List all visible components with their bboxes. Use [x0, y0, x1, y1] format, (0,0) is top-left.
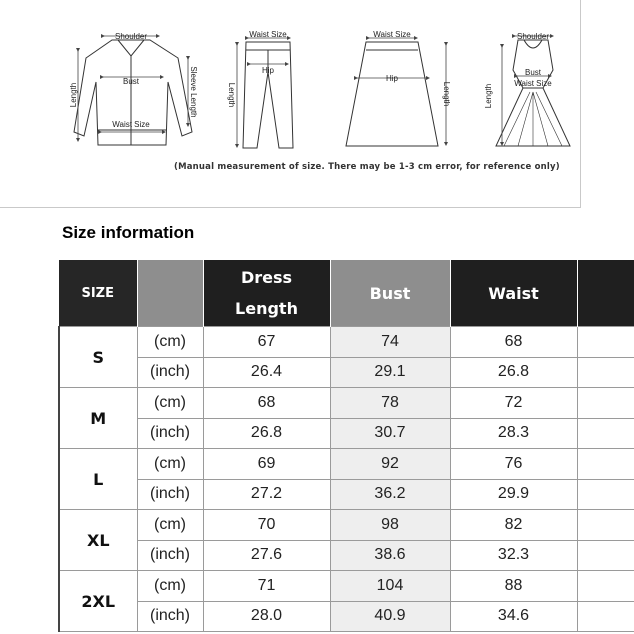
table-row	[59, 327, 634, 358]
size-label: L	[59, 449, 137, 510]
waist-cell: 82	[450, 510, 577, 541]
pants-waist-label: Waist Size	[249, 30, 287, 39]
dress-bust-label: Bust	[524, 68, 542, 77]
bust-cell: 74	[330, 327, 450, 358]
header-length-line1: Dress	[240, 268, 293, 287]
unit-cell: (inch)	[137, 479, 203, 510]
bust-cell: 78	[330, 388, 450, 419]
length-cell: 26.8	[203, 418, 330, 449]
unit-cell: (inch)	[137, 540, 203, 571]
length-cell: 68	[203, 388, 330, 419]
length-cell: 27.6	[203, 540, 330, 571]
shirt-sleeve-label: Sleeve Length	[189, 66, 198, 118]
length-cell: 67	[203, 327, 330, 358]
extra-cell	[577, 571, 634, 602]
size-label: S	[59, 327, 137, 388]
shirt-shoulder-label: Shoulder	[114, 32, 148, 41]
unit-cell: (cm)	[137, 449, 203, 480]
waist-cell: 28.3	[450, 418, 577, 449]
waist-cell: 26.8	[450, 357, 577, 388]
shirt-waist-label: Waist Size	[112, 120, 150, 129]
bust-cell: 29.1	[330, 357, 450, 388]
header-waist: Waist	[450, 260, 577, 327]
table-row	[59, 357, 634, 388]
waist-cell: 34.6	[450, 601, 577, 632]
waist-cell: 29.9	[450, 479, 577, 510]
header-bust: Bust	[330, 260, 450, 327]
length-cell: 27.2	[203, 479, 330, 510]
measurement-guide	[0, 0, 634, 210]
unit-cell: (cm)	[137, 510, 203, 541]
length-cell: 70	[203, 510, 330, 541]
bust-cell: 98	[330, 510, 450, 541]
skirt-length-label: Length	[442, 81, 451, 107]
extra-cell	[577, 357, 634, 388]
extra-cell	[577, 449, 634, 480]
waist-cell: 88	[450, 571, 577, 602]
header-length-line2: Length	[235, 299, 298, 318]
unit-cell: (inch)	[137, 357, 203, 388]
table-row	[59, 601, 634, 632]
length-cell: 28.0	[203, 601, 330, 632]
shirt-bust-label: Bust	[122, 77, 140, 86]
table-row	[59, 510, 634, 541]
header-extra	[577, 260, 634, 327]
table-row	[59, 418, 634, 449]
dress-diagram	[496, 36, 570, 146]
length-cell: 71	[203, 571, 330, 602]
waist-cell: 32.3	[450, 540, 577, 571]
bust-cell: 40.9	[330, 601, 450, 632]
extra-cell	[577, 388, 634, 419]
extra-cell	[577, 418, 634, 449]
length-cell: 69	[203, 449, 330, 480]
extra-cell	[577, 327, 634, 358]
pants-length-label: Length	[227, 82, 236, 108]
table-row	[59, 540, 634, 571]
pants-diagram	[237, 38, 293, 148]
skirt-diagram	[346, 38, 446, 146]
unit-cell: (inch)	[137, 601, 203, 632]
waist-cell: 76	[450, 449, 577, 480]
garment-diagrams	[0, 0, 634, 210]
header-size: SIZE	[59, 260, 137, 327]
dress-shoulder-label: Shoulder	[516, 32, 550, 41]
table-row	[59, 388, 634, 419]
unit-cell: (cm)	[137, 571, 203, 602]
length-cell: 26.4	[203, 357, 330, 388]
bust-cell: 104	[330, 571, 450, 602]
size-label: M	[59, 388, 137, 449]
bust-cell: 38.6	[330, 540, 450, 571]
measurement-note: (Manual measurement of size. There may be 1-3 cm error, for reference only)	[174, 162, 560, 172]
table-header-row	[59, 260, 634, 327]
shirt-length-label: Length	[69, 82, 78, 108]
skirt-waist-label: Waist Size	[373, 30, 411, 39]
section-heading: Size information	[62, 223, 195, 242]
extra-cell	[577, 601, 634, 632]
size-label: XL	[59, 510, 137, 571]
extra-cell	[577, 479, 634, 510]
waist-cell: 68	[450, 327, 577, 358]
size-table	[58, 260, 634, 632]
header-dress-length	[203, 260, 330, 327]
table-row	[59, 449, 634, 480]
bust-cell: 30.7	[330, 418, 450, 449]
dress-waist-label: Waist Size	[514, 79, 552, 88]
size-label: 2XL	[59, 571, 137, 632]
dress-length-label: Length	[484, 83, 493, 109]
skirt-hip-label: Hip	[385, 74, 399, 83]
table-row	[59, 571, 634, 602]
bust-cell: 36.2	[330, 479, 450, 510]
extra-cell	[577, 510, 634, 541]
table-row	[59, 479, 634, 510]
bust-cell: 92	[330, 449, 450, 480]
unit-cell: (cm)	[137, 327, 203, 358]
header-unit	[137, 260, 203, 327]
pants-hip-label: Hip	[261, 66, 275, 75]
unit-cell: (inch)	[137, 418, 203, 449]
extra-cell	[577, 540, 634, 571]
unit-cell: (cm)	[137, 388, 203, 419]
waist-cell: 72	[450, 388, 577, 419]
